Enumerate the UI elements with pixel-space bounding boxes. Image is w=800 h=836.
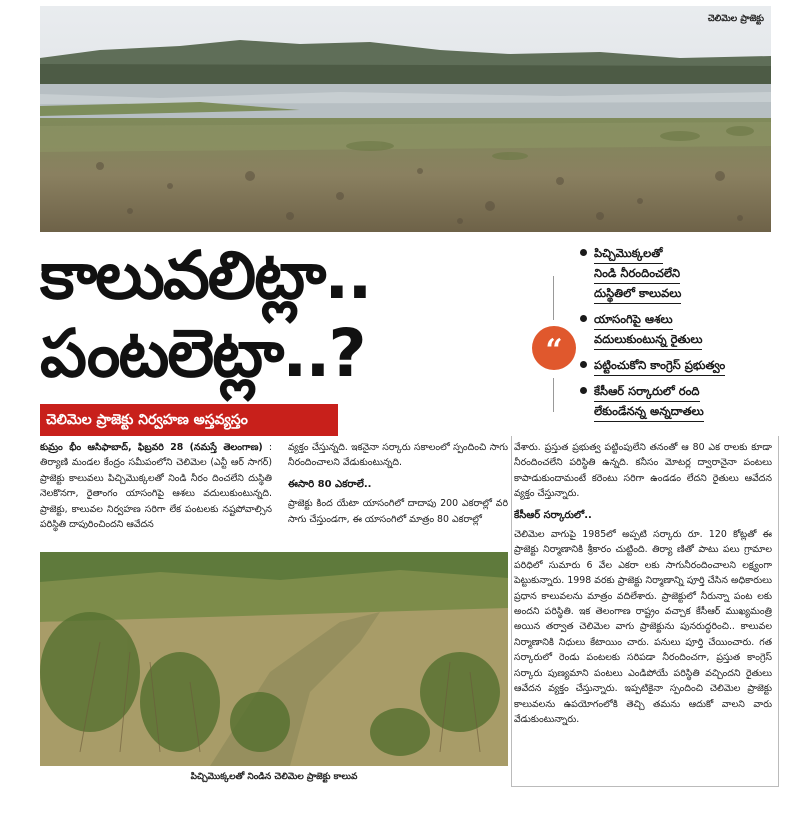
- highlight-item: [580, 382, 780, 422]
- box-border-right: [778, 436, 779, 787]
- quote-icon: “: [532, 326, 576, 370]
- headline-line-2: పంటలెట్లా..?: [40, 315, 365, 392]
- highlight-item: [580, 310, 780, 350]
- highlight-item: [580, 356, 780, 376]
- highlight-line: వదులుకుంటున్న రైతులు: [594, 330, 702, 350]
- dateline: కుమ్రం భీం ఆసిఫాబాద్‌, ఫిబ్రవరి 28 (నమస్తే తెలంగాణ): [40, 442, 263, 453]
- column-3-paragraph-2: చెలిమెల వాగుపై 1985లో అప్పటి సర్కారు రూ. 120 కోట్లతో ఈ ప్రాజెక్టు నిర్మాణానికి శ్రీకారం చుట్టింది. తిర్యా ణితో పాటు పలు గ్రామాల పరిధిలో సుమారు 6 వేల ఎకరా లకు సాగునీరందించాలని లక్ష్యంగా పెట్టుకున్నారు. 1998 వరకు ప్రాజెక్టు నిర్మాణాన్ని పూర్తి చేసిన అధికారులు ప్రధాన కాలువలను మాత్రం వదిలేశారు. ప్రాజెక్టులో నీరున్నా పంట లకు అందని పరిస్థితి. ఇక తెలంగాణ రాష్ట్రం వచ్చాక కేసీఆర్‌ ముఖ్యమంత్రి అయిన తర్వాత చెలిమెల వాగు ప్రాజెక్టును పునరుద్ధరించి.. కాలువల నిర్మాణానికి నిధులు కేటాయిం చారు. పనులు పూర్తి చేయించారు. గత సర్కారులో రెండు పంటలకు సరిపడా నీరందించగా, ప్రస్తుత కాంగ్రెస్‌ సర్కారు పుణ్యమాని పంటలు ఎండిపోయే పరిస్థితి వచ్చిందని రైతులు ఆవేదన వ్యక్తం చేస్తున్నారు. ఇప్పటికైనా స్పందించి చెలిమెల ప్రాజెక్టు కాలువలను ఉపయోగంలోకి తెచ్చి తమను ఆదుకో వాలని వారు వేడుకుంటున్నారు.: [514, 529, 772, 725]
- headline-line-1: కాలువలిట్లా..: [40, 237, 371, 314]
- bullet-dot-icon: [580, 361, 587, 368]
- highlight-line: పిచ్చిమొక్కలతో: [594, 244, 663, 264]
- column-1-body: : తిర్యాణి మండల కేంద్రం సమీపంలోని చెలిమెల (ఎన్టీ ఆర్‌ సాగర్‌) ప్రాజెక్టు కాలువలు పిచ్చిమొక్కలతో నిండి నీరం దించలేని దుస్థితి నెలకొనగా, రైతాంగం యాసంగిపై ఆశలు వదులుకుంటున్నది. ప్రాజెక్టు, కాలువల నిర్వహణ సరిగా లేక పంటలకు నష్టపోవాల్సిన పరిస్థితి దాపురించిందని ఆవేదన: [40, 442, 273, 531]
- reservoir-photo: [40, 6, 771, 232]
- highlights-list: [580, 244, 780, 428]
- section-heading-kcr-government: కేసీఆర్‌ సర్కారులో..: [514, 509, 592, 521]
- highlight-line: లేకుండేనన్న అన్నదాతలు: [594, 402, 704, 422]
- column-2-paragraph-1: వ్యక్తం చేస్తున్నది. ఇకనైనా సర్కారు సకాలంలో స్పందించి సాగు నీరందించాలని వేడుకుంటున్నది.: [288, 442, 508, 469]
- column-divider: [511, 436, 512, 786]
- bullet-dot-icon: [580, 387, 587, 394]
- article-column-3: [514, 440, 772, 727]
- bullet-dot-icon: [580, 249, 587, 256]
- section-heading-80-acres: ఈసారి 80 ఎకరాలే..: [288, 478, 372, 490]
- column-3-paragraph-1: వేశారు. ప్రస్తుత ప్రభుత్వ పట్టింపులేని తనంతో ఆ 80 ఎక రాలకు కూడా నీరందించలేని పరిస్థితి ఉన్నది. కనీసం మోటర్ల ద్వారానైనా పంటలు కాపాడుకుందామంటే కరెంటు సరిగా ఉండడం లేదని రైతులు ఆవేదన వ్యక్తం చేస్తున్నారు.: [514, 442, 772, 500]
- highlight-line: పట్టించుకోని కాంగ్రెస్‌ ప్రభుత్వం: [594, 356, 725, 376]
- canal-photo-art: [40, 552, 508, 766]
- highlight-item: [580, 244, 780, 304]
- canal-photo-caption: పిచ్చిమొక్కలతో నిండిన చెలిమెల ప్రాజెక్టు కాలువ: [190, 772, 358, 782]
- highlight-line: యాసంగిపై ఆశలు: [594, 310, 673, 330]
- divider-line-bottom: [553, 378, 554, 412]
- article-column-1: [40, 440, 272, 532]
- bullet-dot-icon: [580, 315, 587, 322]
- article-column-2: [288, 440, 508, 527]
- subheading-banner: చెలిమెల ప్రాజెక్టు నిర్వహణ అస్తవ్యస్తం: [40, 404, 338, 436]
- box-border-bottom: [511, 786, 779, 787]
- divider-line-top: [553, 276, 554, 320]
- highlight-line: నిండి నీరందించలేని: [594, 264, 680, 284]
- reservoir-photo-art: [40, 6, 771, 232]
- column-2-paragraph-2: ప్రాజెక్టు కింద యేటా యాసంగిలో దాదాపు 200 ఎకరాల్లో వరి సాగు చేస్తుండగా, ఈ యాసంగిలో మాత్రం 80 ఎకరాల్లో: [288, 498, 508, 525]
- canal-photo: [40, 552, 508, 766]
- reservoir-photo-caption: చెలిమెల ప్రాజెక్టు: [707, 14, 764, 24]
- highlight-line: కేసీఆర్‌ సర్కారులో రంది: [594, 382, 700, 402]
- highlight-line: దుస్థితిలో కాలువలు: [594, 284, 681, 304]
